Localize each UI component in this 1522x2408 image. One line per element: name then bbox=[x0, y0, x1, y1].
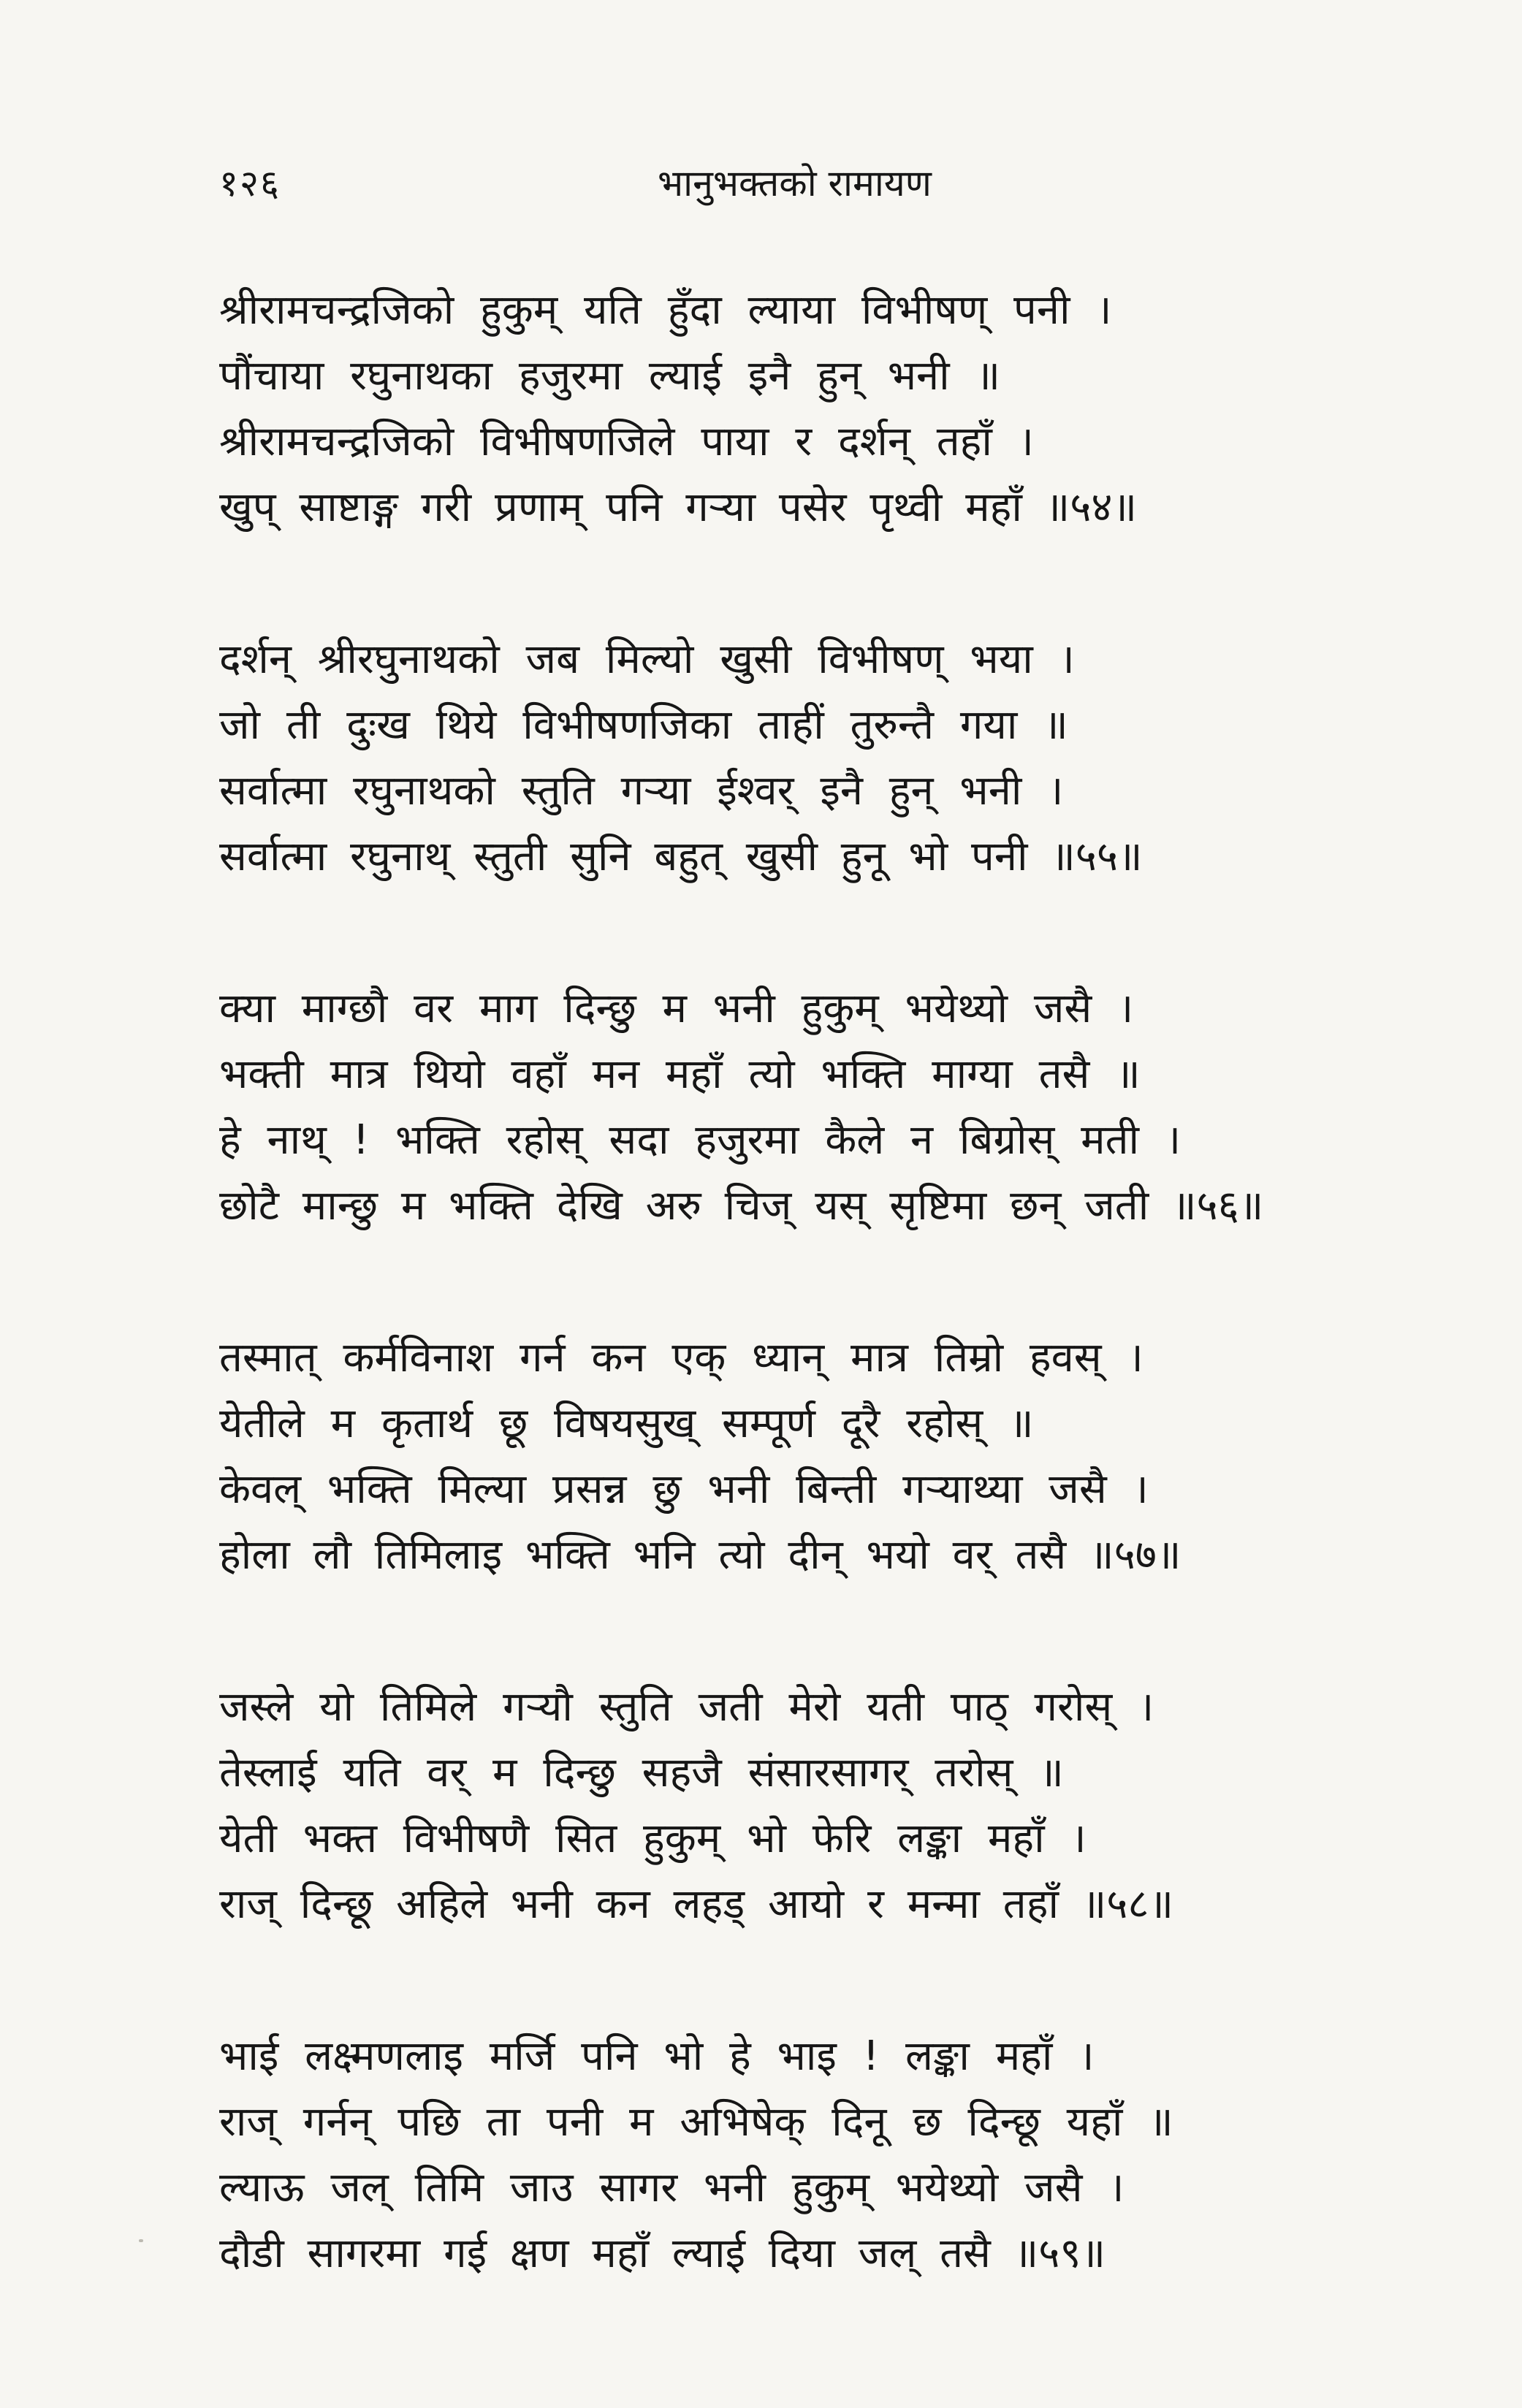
verse-line: तस्मात् कर्मविनाश गर्न कन एक् ध्यान् मात्र तिम्रो हवस् । bbox=[219, 1334, 1144, 1382]
verse-line: क्या माग्छौ वर माग दिन्छु म भनी हुकुम् भयेथ्यो जसै । bbox=[219, 985, 1134, 1032]
verse-line: खुप् साष्टाङ्ग गरी प्रणाम् पनि गऱ्या पसेर पृथ्वी महाँ ॥५४॥ bbox=[219, 484, 1138, 531]
page-number: १२६ bbox=[219, 162, 281, 205]
verse-line: जस्ले यो तिमिले गऱ्यौ स्तुति जती मेरो यती पाठ् गरोस् । bbox=[219, 1683, 1154, 1731]
page-header bbox=[219, 157, 1315, 216]
scan-speck bbox=[139, 2239, 143, 2242]
verse-line: तेस्लाई यति वर् म दिन्छु सहजै संसारसागर् तरोस् ॥ bbox=[219, 1749, 1064, 1797]
verse-line: राज् दिन्छू अहिले भनी कन लहड् आयो र मन्मा तहाँ ॥५८॥ bbox=[219, 1881, 1174, 1928]
stanza-56 bbox=[219, 976, 1388, 1239]
verse-body bbox=[219, 278, 1388, 2373]
verse-line: छोटै मान्छु म भक्ति देखि अरु चिज् यस् सृष्टिमा छन् जती ॥५६॥ bbox=[219, 1182, 1264, 1230]
stanza-55 bbox=[219, 627, 1388, 890]
stanza-58 bbox=[219, 1674, 1388, 1938]
verse-line: येतीले म कृतार्थ छू विषयसुख् सम्पूर्ण दूरै रहोस् ॥ bbox=[219, 1400, 1034, 1447]
verse-line: राज् गर्नन् पछि ता पनी म अभिषेक् दिनू छ दिन्छू यहाँ ॥ bbox=[219, 2098, 1173, 2146]
verse-line: येती भक्त विभीषणै सित हुकुम् भो फेरि लङ्का महाँ । bbox=[219, 1815, 1087, 1862]
running-title: भानुभक्तको रामायण bbox=[658, 162, 932, 205]
verse-line: श्रीरामचन्द्रजिको हुकुम् यति हुँदा ल्याया विभीषण् पनी । bbox=[219, 286, 1112, 334]
verse-line: ल्याऊ जल् तिमि जाउ सागर भनी हुकुम् भयेथ्यो जसै । bbox=[219, 2164, 1125, 2211]
verse-line: भक्ती मात्र थियो वहाँ मन महाँ त्यो भक्ति माग्या तसै ॥ bbox=[219, 1051, 1141, 1098]
verse-line: दौडी सागरमा गई क्षण महाँ ल्याई दिया जल् तसै ॥५९॥ bbox=[219, 2230, 1106, 2277]
verse-line: जो ती दुःख थिये विभीषणजिका ताहीं तुरुन्तै गया ॥ bbox=[219, 701, 1068, 749]
verse-line: सर्वात्मा रघुनाथ् स्तुती सुनि बहुत् खुसी हुनू भो पनी ॥५५॥ bbox=[219, 833, 1143, 880]
verse-line: भाई लक्ष्मणलाइ मर्जि पनि भो हे भाइ ! लङ्का महाँ । bbox=[219, 2032, 1095, 2080]
stanza-59 bbox=[219, 2024, 1388, 2287]
verse-line: होला लौ तिमिलाइ भक्ति भनि त्यो दीन् भयो वर् तसै ॥५७॥ bbox=[219, 1531, 1182, 1579]
stanza-54 bbox=[219, 278, 1388, 541]
verse-line: केवल् भक्ति मिल्या प्रसन्न छु भनी बिन्ती गऱ्याथ्या जसै । bbox=[219, 1466, 1149, 1513]
verse-line: पौंचाया रघुनाथका हजुरमा ल्याई इनै हुन् भनी ॥ bbox=[219, 352, 1000, 400]
stanza-57 bbox=[219, 1325, 1388, 1588]
verse-line: दर्शन् श्रीरघुनाथको जब मिल्यो खुसी विभीषण् भया । bbox=[219, 636, 1075, 683]
verse-line: श्रीरामचन्द्रजिको विभीषणजिले पाया र दर्शन् तहाँ । bbox=[219, 418, 1034, 465]
verse-line: हे नाथ् ! भक्ति रहोस् सदा हजुरमा कैले न बिग्रोस् मती । bbox=[219, 1116, 1182, 1164]
verse-line: सर्वात्मा रघुनाथको स्तुति गऱ्या ईश्वर् इनै हुन् भनी । bbox=[219, 767, 1064, 815]
